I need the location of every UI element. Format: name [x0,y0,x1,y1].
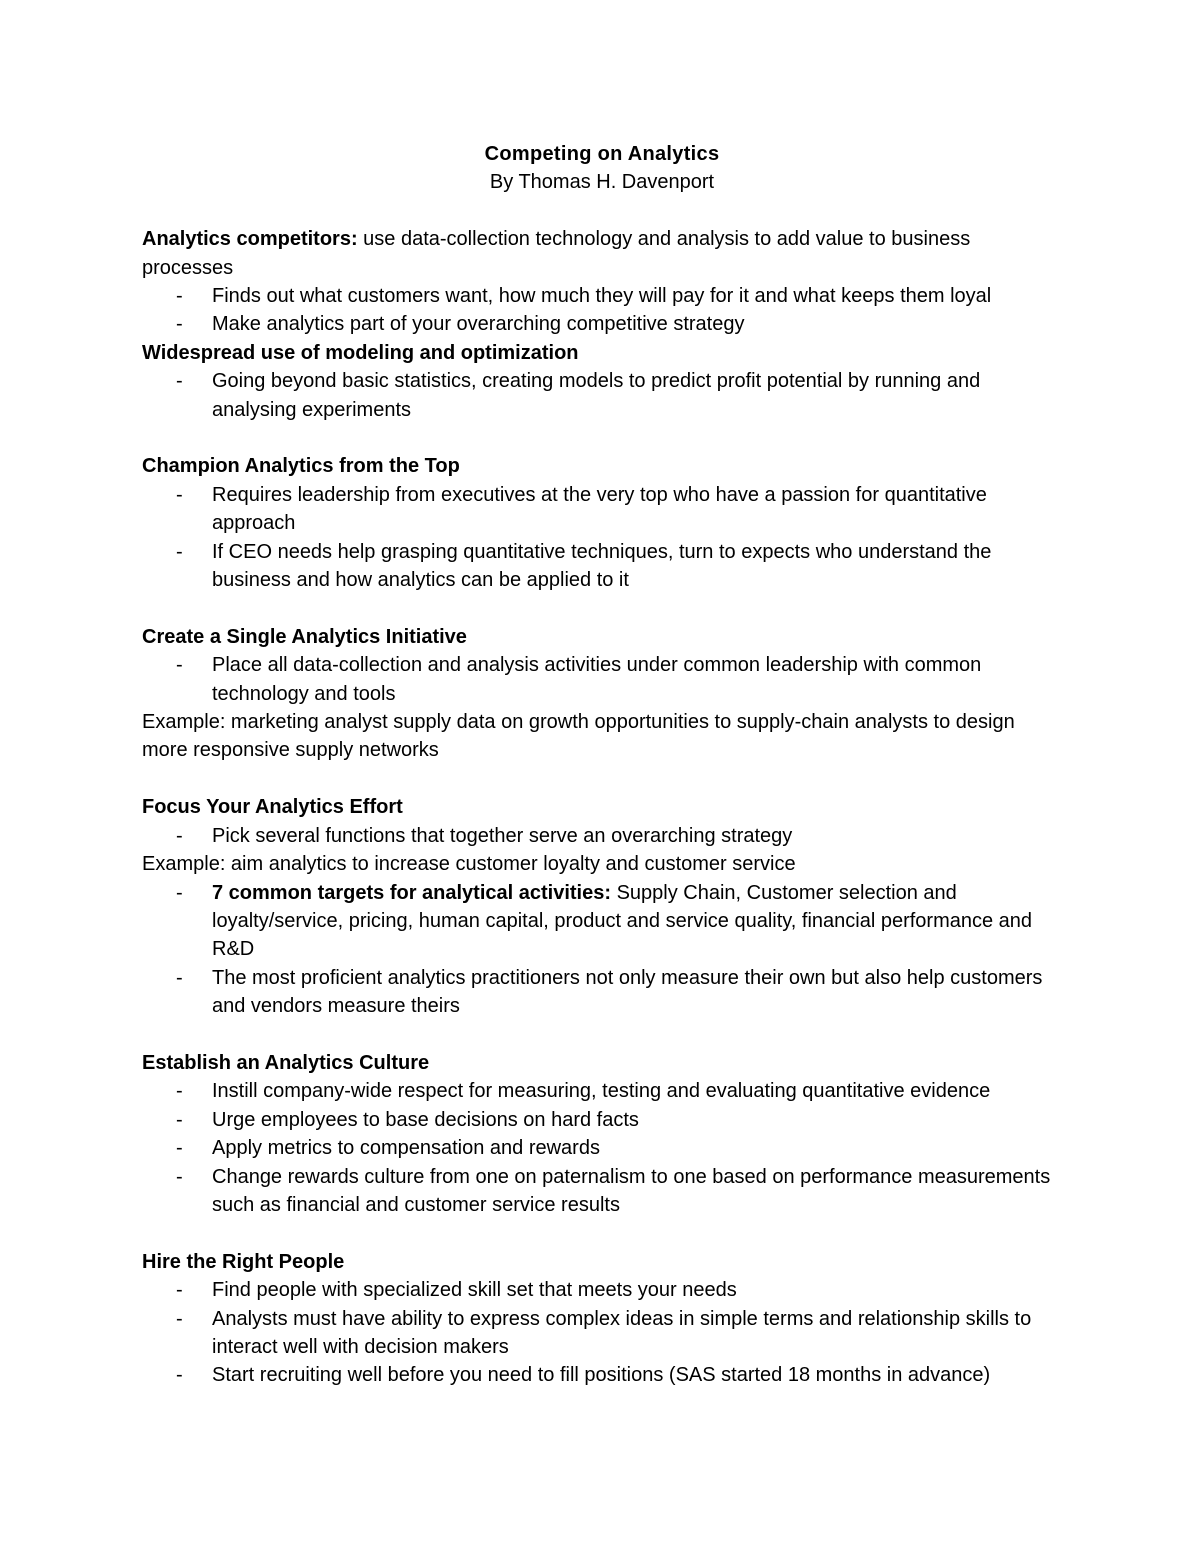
bullet-list [142,367,1062,424]
list-item [142,310,1062,338]
document-page [142,140,1062,1390]
dash-marker: - [176,824,183,847]
spacer [142,1021,1062,1049]
section-intro: use data-collection technology and analysis to add value to business processes [142,228,971,279]
dash-marker: - [176,540,183,563]
bullet-list [142,879,1062,1021]
dash-marker: - [176,1165,183,1188]
list-item-text: Start recruiting well before you need to fill positions (SAS started 18 months in advance) [212,1364,991,1387]
section-heading: Hire the Right People [142,1250,345,1273]
list-item [142,538,1062,595]
list-item-text: Supply Chain, Customer selection and loyalty/service, pricing, human capital, product and service quality, financial performance and R&D [212,881,1033,961]
list-item-text: Place all data-collection and analysis activities under common leadership with common technology and tools [212,654,982,705]
section-heading: Widespread use of modeling and optimization [142,341,579,364]
dash-marker: - [176,285,183,308]
dash-marker: - [176,654,183,677]
dash-marker: - [176,370,183,393]
list-item-text: Make analytics part of your overarching competitive strategy [212,313,745,336]
list-item-text: Change rewards culture from one on paternalism to one based on performance measurements such as financial and customer service results [212,1165,1051,1216]
list-item [142,822,1062,850]
dash-marker: - [176,881,183,904]
section-heading: Create a Single Analytics Initiative [142,625,467,648]
dash-marker: - [176,313,183,336]
dash-marker: - [176,1279,183,1302]
list-item [142,964,1062,1021]
list-item-text: Going beyond basic statistics, creating models to predict profit potential by running and analysing experiments [212,370,981,421]
list-item-text: Instill company-wide respect for measuring, testing and evaluating quantitative evidence [212,1080,991,1103]
list-item [142,1106,1062,1134]
list-item-text: Finds out what customers want, how much they will pay for it and what keeps them loyal [212,285,992,308]
example-text: Example: aim analytics to increase customer loyalty and customer service [142,853,796,876]
section-heading: Champion Analytics from the Top [142,455,460,478]
list-item [142,1163,1062,1220]
dash-marker: - [176,1307,183,1330]
list-item-text: Apply metrics to compensation and rewards [212,1137,600,1160]
list-item-text: The most proficient analytics practitioners not only measure their own but also help customers and vendors measure theirs [212,966,1043,1018]
dash-marker: - [176,966,183,989]
dash-marker: - [176,1364,183,1387]
document-author: By Thomas H. Davenport [489,171,715,194]
list-item [142,1077,1062,1105]
section-analytics-competitors [142,225,1062,282]
list-item-text: Pick several functions that together serve an overarching strategy [212,824,793,847]
spacer [142,197,1062,225]
bullet-list [142,481,1062,595]
section-heading: Focus Your Analytics Effort [142,796,403,819]
dash-marker: - [176,1108,183,1131]
bullet-list [142,282,1062,339]
list-item [142,1276,1062,1304]
list-item [142,1361,1062,1389]
list-item [142,879,1062,964]
spacer [142,424,1062,452]
list-item-text: Requires leadership from executives at the very top who have a passion for quantitative approach [212,483,987,535]
list-item-text: Urge employees to base decisions on hard facts [212,1108,639,1131]
list-item [142,367,1062,424]
list-item-text: If CEO needs help grasping quantitative techniques, turn to expects who understand the business and how analytics can be applied to it [212,540,992,592]
example-text: Example: marketing analyst supply data on growth opportunities to supply-chain analysts to design more responsive supply networks [142,711,1015,762]
list-item [142,282,1062,310]
list-item-bold-lead: 7 common targets for analytical activities: [212,881,612,904]
spacer [142,765,1062,793]
bullet-list [142,822,1062,850]
list-item [142,1134,1062,1162]
section-heading: Analytics competitors: [142,228,358,251]
dash-marker: - [176,483,183,506]
list-item [142,651,1062,708]
bullet-list [142,651,1062,708]
list-item-text: Analysts must have ability to express complex ideas in simple terms and relationship skills to interact well with decision makers [212,1307,1032,1358]
list-item [142,1305,1062,1362]
bullet-list [142,1276,1062,1390]
spacer [142,1219,1062,1247]
bullet-list [142,1077,1062,1219]
spacer [142,594,1062,622]
list-item [142,481,1062,538]
section-heading: Establish an Analytics Culture [142,1051,430,1074]
dash-marker: - [176,1137,183,1160]
dash-marker: - [176,1080,183,1103]
document-title: Competing on Analytics [484,143,720,165]
list-item-text: Find people with specialized skill set that meets your needs [212,1279,737,1302]
